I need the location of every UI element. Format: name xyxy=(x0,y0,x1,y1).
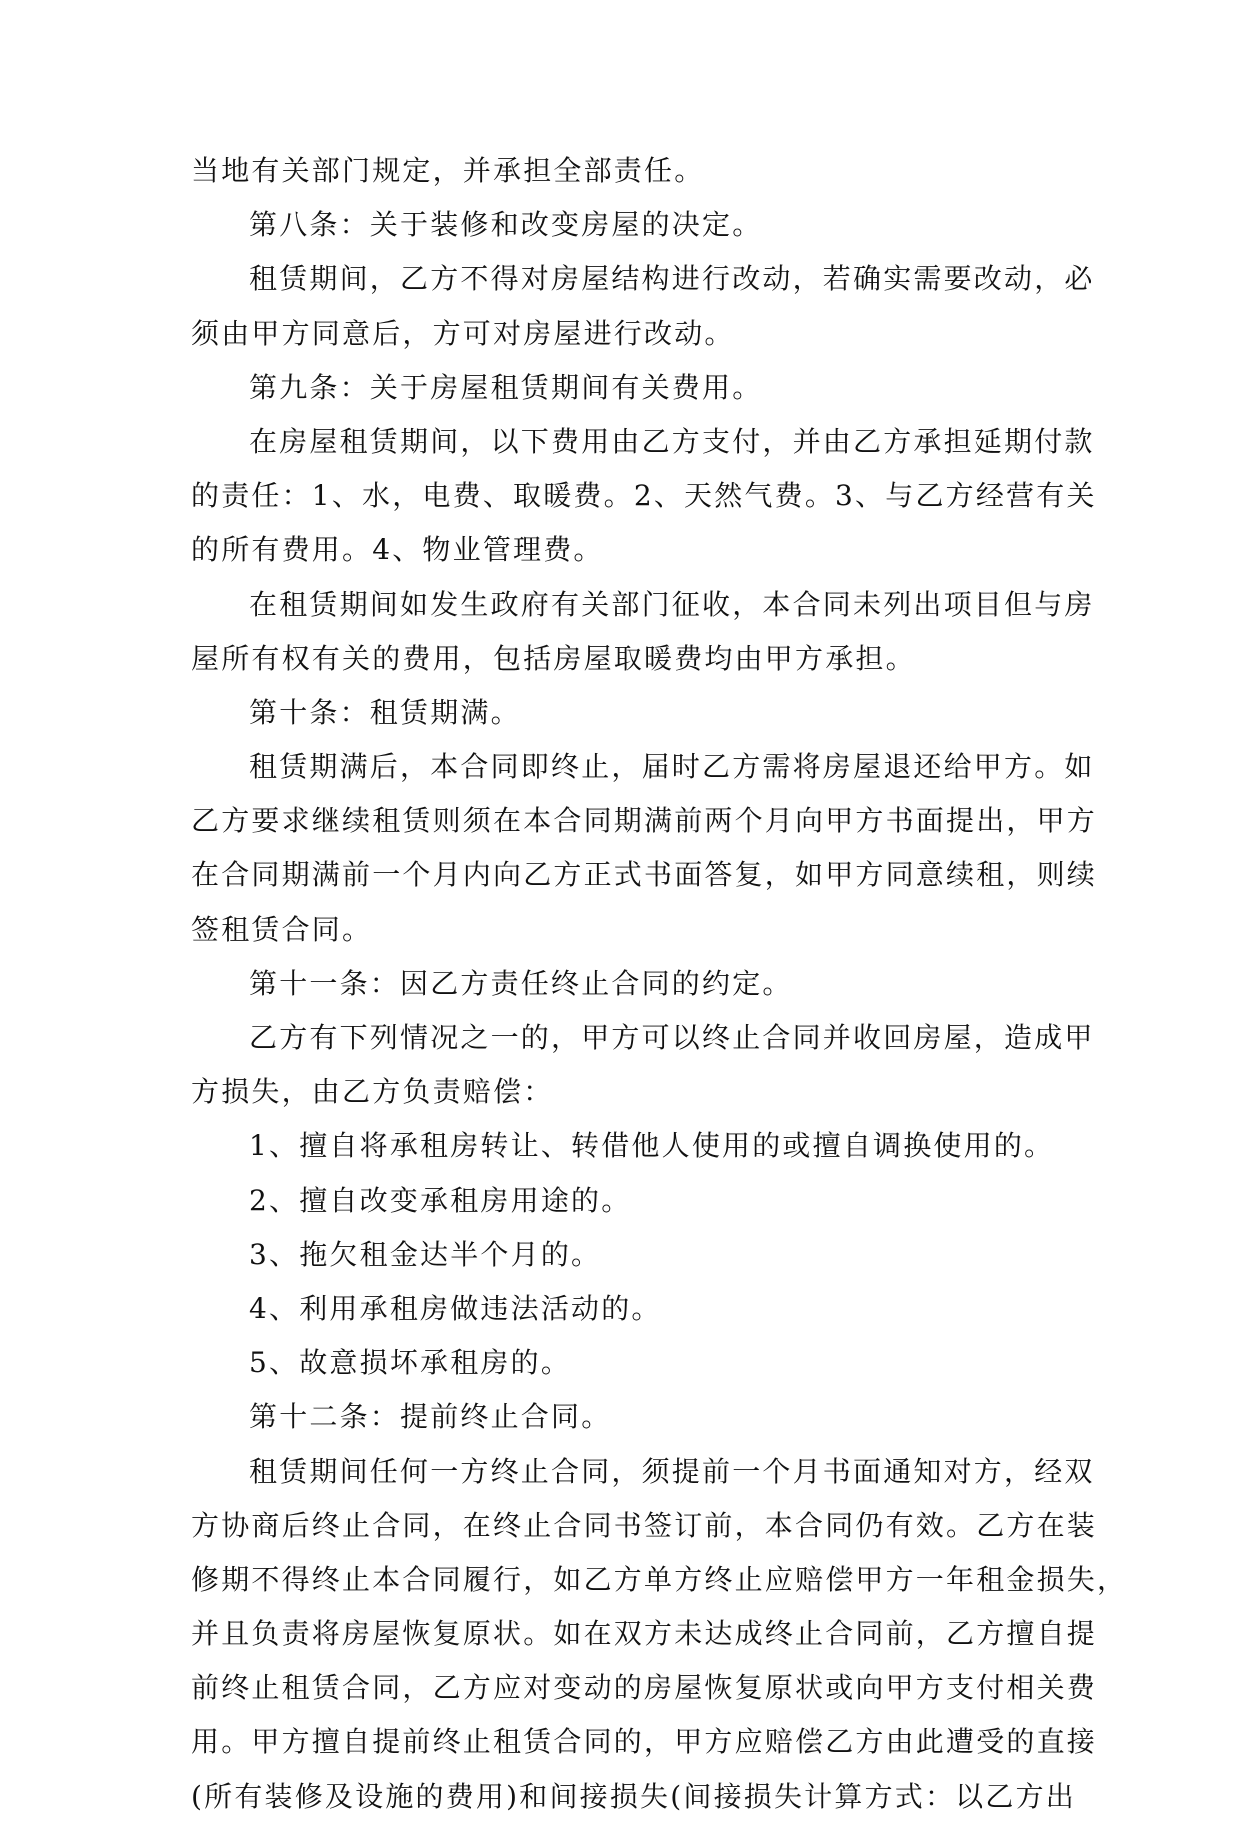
text-line: 第九条：关于房屋租赁期间有关费用。 xyxy=(249,370,763,404)
text-line: 修期不得终止本合同履行，如乙方单方终止应赔偿甲方一年租金损失， xyxy=(191,1562,1128,1596)
text-line: 第八条：关于装修和改变房屋的决定。 xyxy=(249,208,763,242)
text-line: 在租赁期间如发生政府有关部门征收，本合同未列出项目但与房 xyxy=(249,587,1095,621)
text-line: 2、擅自改变承租房用途的。 xyxy=(249,1183,632,1217)
text-line: 乙方有下列情况之一的，甲方可以终止合同并收回房屋，造成甲 xyxy=(249,1021,1095,1054)
text-line: 签租赁合同。 xyxy=(191,912,373,946)
text-line: 4、利用承租房做违法活动的。 xyxy=(249,1291,662,1325)
text-line: 的所有费用。4、物业管理费。 xyxy=(191,533,604,567)
text-line: 5、故意损坏承租房的。 xyxy=(249,1346,572,1380)
text-line: 租赁期满后，本合同即终止，届时乙方需将房屋退还给甲方。如 xyxy=(249,750,1095,784)
text-line: 第十一条：因乙方责任终止合同的约定。 xyxy=(249,966,793,1000)
text-line: 在房屋租赁期间，以下费用由乙方支付，并由乙方承担延期付款 xyxy=(249,424,1095,458)
text-line: 的责任：1、水，电费、取暖费。2、天然气费。3、与乙方经营有关 xyxy=(191,479,1097,513)
text-line: 用。甲方擅自提前终止租赁合同的，甲方应赔偿乙方由此遭受的直接 xyxy=(191,1725,1098,1759)
text-line: 乙方要求继续租赁则须在本合同期满前两个月向甲方书面提出，甲方 xyxy=(191,804,1098,838)
text-line: 并且负责将房屋恢复原状。如在双方未达成终止合同前，乙方擅自提 xyxy=(191,1617,1098,1651)
text-line: 第十二条：提前终止合同。 xyxy=(249,1400,612,1434)
text-line: 3、拖欠租金达半个月的。 xyxy=(249,1237,602,1271)
text-line: 租赁期间任何一方终止合同，须提前一个月书面通知对方，经双 xyxy=(249,1454,1095,1488)
text-line: 方损失，由乙方负责赔偿： xyxy=(191,1075,554,1109)
text-line: 屋所有权有关的费用，包括房屋取暖费均由甲方承担。 xyxy=(191,641,916,675)
text-line: 租赁期间，乙方不得对房屋结构进行改动，若确实需要改动，必 xyxy=(249,262,1095,296)
text-line: 当地有关部门规定，并承担全部责任。 xyxy=(191,154,705,187)
text-line: 前终止租赁合同，乙方应对变动的房屋恢复原状或向甲方支付相关费 xyxy=(191,1671,1098,1705)
text-line: 1、擅自将承租房转让、转借他人使用的或擅自调换使用的。 xyxy=(249,1129,1055,1163)
text-line: 在合同期满前一个月内向乙方正式书面答复，如甲方同意续租，则续 xyxy=(191,858,1098,892)
text-line: (所有装修及设施的费用)和间接损失(间接损失计算方式：以乙方出 xyxy=(191,1779,1076,1813)
text-line: 第十条：租赁期满。 xyxy=(249,695,521,729)
text-line: 方协商后终止合同，在终止合同书签订前，本合同仍有效。乙方在装 xyxy=(191,1508,1098,1542)
text-line: 须由甲方同意后，方可对房屋进行改动。 xyxy=(191,316,735,350)
contract-body-text xyxy=(191,149,1128,1829)
